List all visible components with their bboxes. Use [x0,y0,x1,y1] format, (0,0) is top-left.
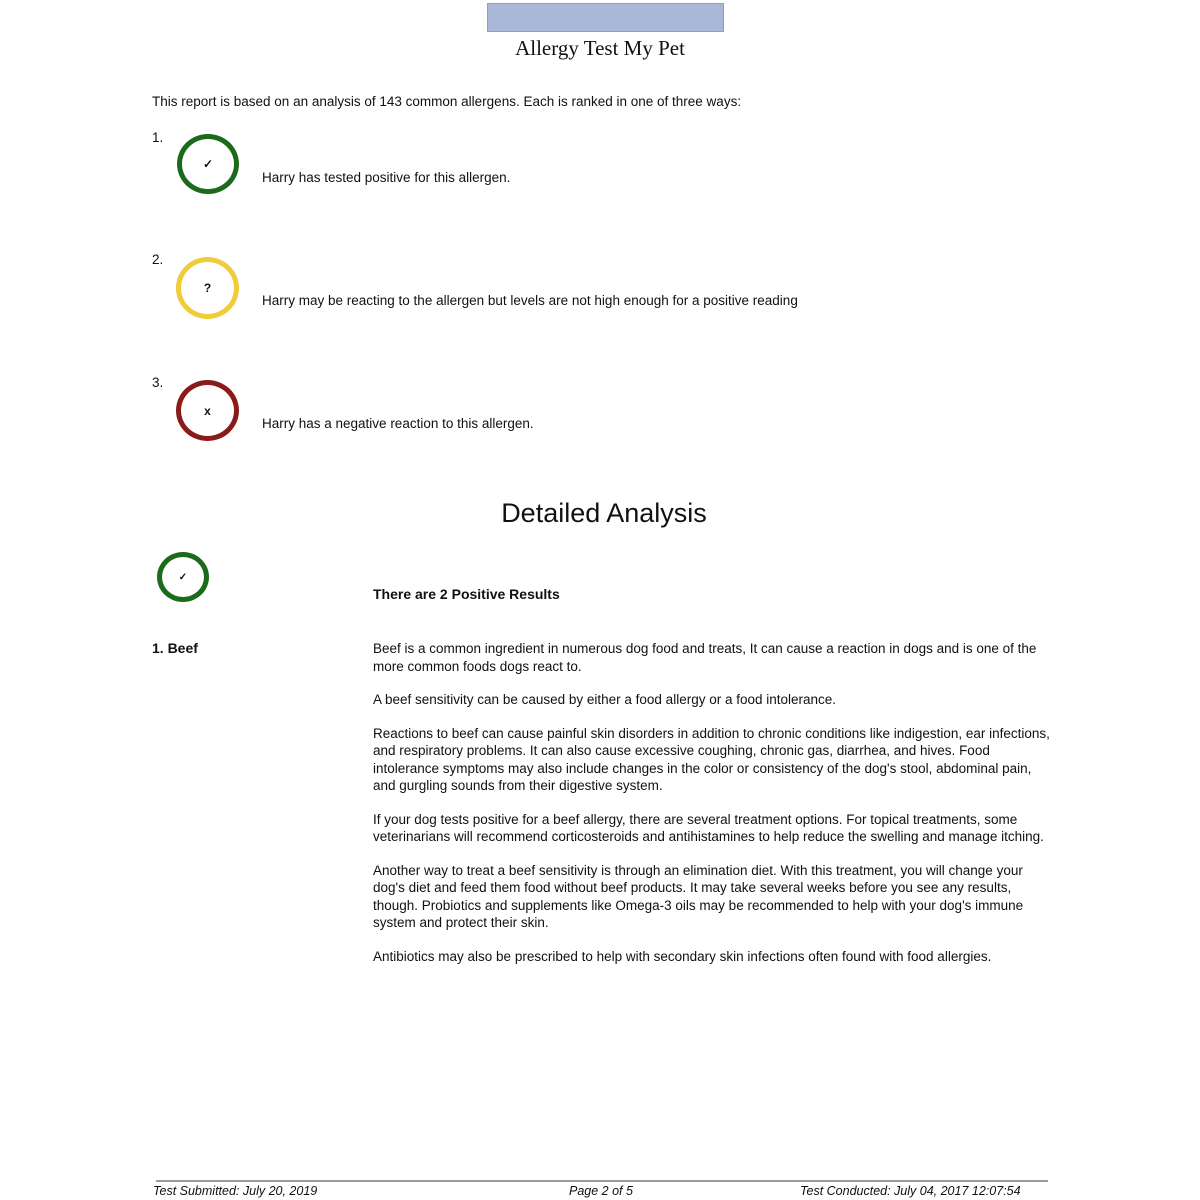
footer-conducted: Test Conducted: July 04, 2017 12:07:54 [800,1184,1021,1198]
legend-negative-circle [176,380,239,441]
description-paragraph: A beef sensitivity can be caused by either a food allergy or a food intolerance. [373,692,837,707]
legend-number-1: 1. [152,130,164,145]
question-icon: ? [203,281,212,295]
legend-text-3: Harry has a negative reaction to this allergen. [262,416,534,431]
allergen-name: 1. Beef [152,640,198,656]
check-icon: ✓ [178,571,188,583]
legend-positive-circle [177,134,239,194]
header-bar [487,3,724,32]
section-title: Detailed Analysis [501,498,707,528]
legend-number-3: 3. [152,375,164,390]
legend-text-2: Harry may be reacting to the allergen but levels are not high enough for a positive reading [262,293,798,308]
legend-uncertain-circle [176,257,239,319]
allergen-description [373,640,1053,981]
positive-results-circle [157,552,209,602]
footer-page-number: Page 2 of 5 [569,1184,633,1198]
check-icon: ✓ [202,157,214,171]
positive-results-header: There are 2 Positive Results [373,586,560,602]
description-paragraph: Reactions to beef can cause painful skin disorders in addition to chronic conditions like indigestion, ear infections, and respiratory problems. It can also cause excessive coughing, chronic gas, diarrhea, and hives. Food intolerance symptoms may also include changes in the color or consistency of the dog's stool, abdominal pain, and gurgling sounds from their digestive system. [373,725,1050,793]
document-title: Allergy Test My Pet [515,36,685,60]
footer-divider [156,1180,1048,1182]
legend-number-2: 2. [152,252,164,267]
description-paragraph: Antibiotics may also be prescribed to help with secondary skin infections often found with food allergies. [373,948,992,964]
x-icon: x [204,403,211,418]
legend-text-1: Harry has tested positive for this allergen. [262,170,511,185]
description-paragraph: If your dog tests positive for a beef allergy, there are several treatment options. For topical treatments, some veterinarians will recommend corticosteroids and antihistamines to help reduce the swelling and manage itching. [373,811,1044,844]
footer-submitted: Test Submitted: July 20, 2019 [153,1184,318,1198]
description-paragraph: Beef is a common ingredient in numerous dog food and treats, It can cause a reaction in dogs and is one of the more common foods dogs react to. [373,641,1037,674]
description-paragraph: Another way to treat a beef sensitivity is through an elimination diet. With this treatment, you will change your dog's diet and feed them food without beef products. It may take several weeks before you see any results, though. Probiotics and supplements like Omega-3 oils may be recommended to help with your dog's immune system and protect their skin. [373,862,1024,930]
intro-text: This report is based on an analysis of 143 common allergens. Each is ranked in one of three ways: [152,94,742,109]
